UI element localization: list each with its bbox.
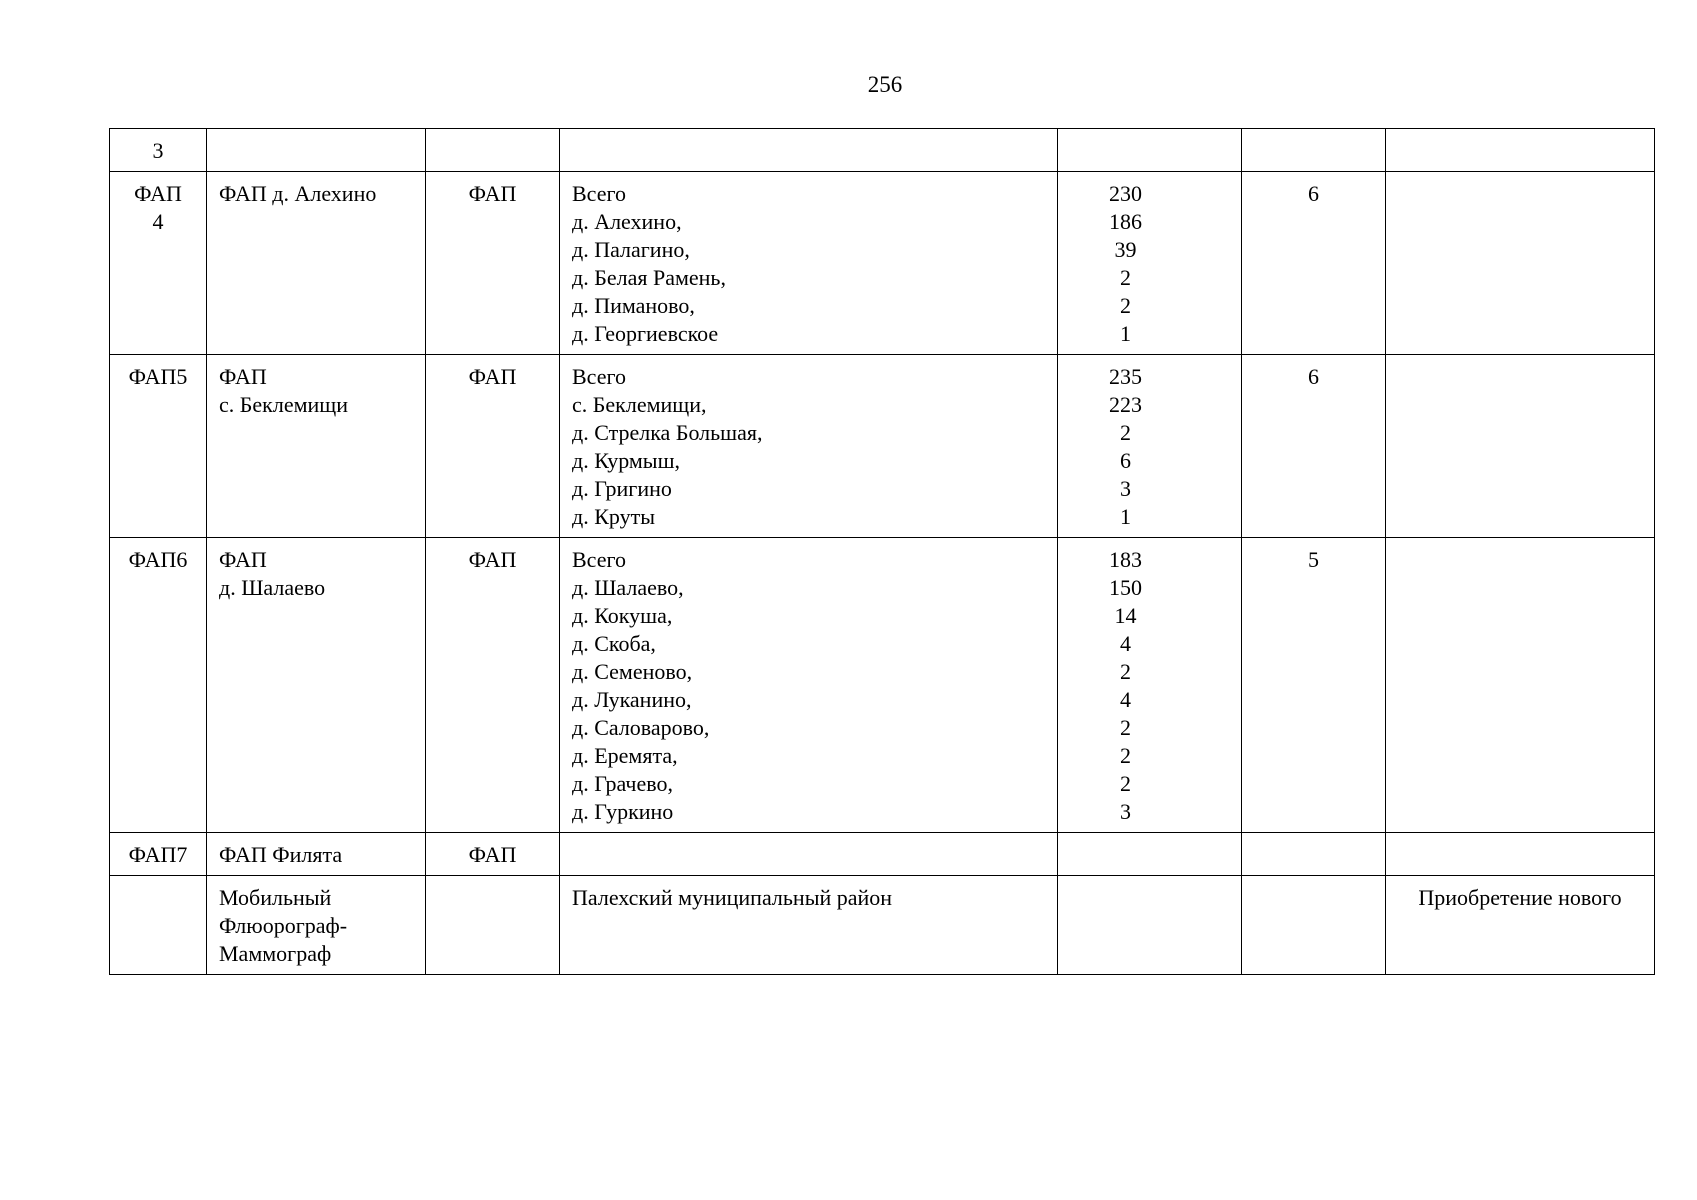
facility-name-cell (207, 876, 426, 975)
facility-type-cell-line: ФАП (468, 547, 517, 572)
localities-cell-line: д. Курмыш, (572, 448, 681, 473)
population-cell-line: 150 (1109, 575, 1142, 600)
population-cell-line: 183 (1109, 547, 1142, 572)
page-number: 256 (867, 72, 903, 97)
table-row (110, 172, 1655, 355)
population-cell-line: 2 (1120, 420, 1131, 445)
facility-name-cell-line: ФАП Филята (219, 842, 343, 867)
localities-cell-line: д. Стрелка Большая, (572, 420, 763, 445)
column-7-cell (1386, 172, 1655, 355)
table-row (110, 355, 1655, 538)
facility-code-cell (110, 876, 207, 975)
column-7-cell (1386, 538, 1655, 833)
column-7-cell (1386, 833, 1655, 876)
table-row (110, 833, 1655, 876)
facility-name-cell (207, 538, 426, 833)
localities-cell-line: Палехский муниципальный район (572, 885, 893, 910)
table-row (110, 876, 1655, 975)
facility-name-cell (207, 833, 426, 876)
facility-code-cell-line: ФАП5 (128, 364, 188, 389)
column-6-cell (1242, 538, 1386, 833)
table-row (110, 538, 1655, 833)
population-cell-line: 4 (1120, 631, 1131, 656)
localities-cell-line: д. Григино (572, 476, 672, 501)
population-cell-line: 2 (1120, 293, 1131, 318)
facility-code-cell (110, 538, 207, 833)
population-cell-line: 235 (1109, 364, 1142, 389)
localities-cell-line: Всего (572, 364, 626, 389)
facility-type-cell-line: ФАП (468, 842, 517, 867)
localities-cell-line: д. Георгиевское (572, 321, 719, 346)
population-cell-line: 2 (1120, 715, 1131, 740)
column-6-cell (1242, 876, 1386, 975)
localities-cell-line: Всего (572, 547, 626, 572)
population-cell (1058, 172, 1242, 355)
header-cell (1242, 129, 1386, 172)
column-6-cell-line: 6 (1308, 364, 1319, 389)
population-cell-line: 1 (1120, 504, 1131, 529)
header-cell (560, 129, 1058, 172)
localities-cell-line: д. Кокуша, (572, 603, 673, 628)
localities-cell (560, 538, 1058, 833)
localities-cell-line: д. Шалаево, (572, 575, 684, 600)
facility-name-cell-line: Флюорограф- (219, 913, 348, 938)
column-7-cell (1386, 355, 1655, 538)
population-cell-line: 4 (1120, 687, 1131, 712)
facility-name-cell-line: ФАП д. Алехино (219, 181, 377, 206)
facility-code-cell-line: ФАП6 (128, 547, 188, 572)
localities-cell-line: д. Еремята, (572, 743, 678, 768)
facility-name-cell-line: ФАП (219, 547, 267, 572)
facility-name-cell (207, 355, 426, 538)
population-cell-line: 14 (1114, 603, 1137, 628)
facility-code-cell (110, 833, 207, 876)
facility-type-cell (426, 172, 560, 355)
facility-type-cell (426, 833, 560, 876)
population-cell (1058, 538, 1242, 833)
population-cell-line: 230 (1109, 181, 1142, 206)
localities-cell-line: д. Луканино, (572, 687, 692, 712)
column-6-cell (1242, 172, 1386, 355)
column-7-cell (1386, 876, 1655, 975)
column-7-cell-line: Приобретение нового (1418, 885, 1622, 910)
localities-cell-line: д. Алехино, (572, 209, 682, 234)
population-cell-line: 2 (1120, 771, 1131, 796)
column-6-cell (1242, 355, 1386, 538)
header-cell (426, 129, 560, 172)
facility-type-cell-line: ФАП (468, 364, 517, 389)
localities-cell-line: д. Круты (572, 504, 655, 529)
facility-type-cell (426, 876, 560, 975)
facility-type-cell (426, 355, 560, 538)
population-cell-line: 39 (1114, 237, 1137, 262)
population-cell-line: 2 (1120, 265, 1131, 290)
localities-cell-line: д. Грачево, (572, 771, 673, 796)
population-cell (1058, 355, 1242, 538)
localities-cell (560, 355, 1058, 538)
facility-code-cell-line: ФАП (134, 181, 182, 206)
localities-cell-line: с. Беклемищи, (572, 392, 707, 417)
localities-cell-line: Всего (572, 181, 626, 206)
localities-cell-line: д. Саловарово, (572, 715, 710, 740)
facility-type-cell-line: ФАП (468, 181, 517, 206)
population-cell-line: 2 (1120, 659, 1131, 684)
population-cell (1058, 876, 1242, 975)
facility-name-cell (207, 172, 426, 355)
table-body (110, 172, 1655, 975)
facility-name-cell-line: Мобильный (219, 885, 332, 910)
column-6-cell (1242, 833, 1386, 876)
facility-name-cell-line: с. Беклемищи (219, 392, 349, 417)
header-cell (207, 129, 426, 172)
localities-cell-line: д. Гуркино (572, 799, 674, 824)
facility-code-cell (110, 355, 207, 538)
localities-cell (560, 876, 1058, 975)
population-cell-line: 2 (1120, 743, 1131, 768)
header-cell (1386, 129, 1655, 172)
localities-cell (560, 172, 1058, 355)
facility-type-cell (426, 538, 560, 833)
localities-cell-line: д. Палагино, (572, 237, 690, 262)
facility-name-cell-line: ФАП (219, 364, 267, 389)
header-cell (1058, 129, 1242, 172)
facility-code-cell-line: ФАП7 (128, 842, 188, 867)
population-cell (1058, 833, 1242, 876)
facility-name-cell-line: д. Шалаево (219, 575, 326, 600)
data-table (109, 128, 1655, 975)
population-cell-line: 223 (1109, 392, 1142, 417)
population-cell-line: 3 (1120, 799, 1131, 824)
localities-cell-line: д. Скоба, (572, 631, 656, 656)
header-cell: 3 (110, 129, 207, 172)
population-cell-line: 1 (1120, 321, 1131, 346)
localities-cell-line: д. Пиманово, (572, 293, 695, 318)
facility-code-cell-line: 4 (152, 209, 164, 234)
localities-cell-line: д. Семеново, (572, 659, 693, 684)
population-cell-line: 3 (1120, 476, 1131, 501)
population-cell-line: 6 (1120, 448, 1131, 473)
localities-cell (560, 833, 1058, 876)
localities-cell-line: д. Белая Рамень, (572, 265, 726, 290)
facility-code-cell (110, 172, 207, 355)
column-6-cell-line: 5 (1308, 547, 1319, 572)
table-header-row (110, 129, 1655, 172)
facility-name-cell-line: Маммограф (219, 941, 332, 966)
population-cell-line: 186 (1109, 209, 1142, 234)
column-6-cell-line: 6 (1308, 181, 1319, 206)
